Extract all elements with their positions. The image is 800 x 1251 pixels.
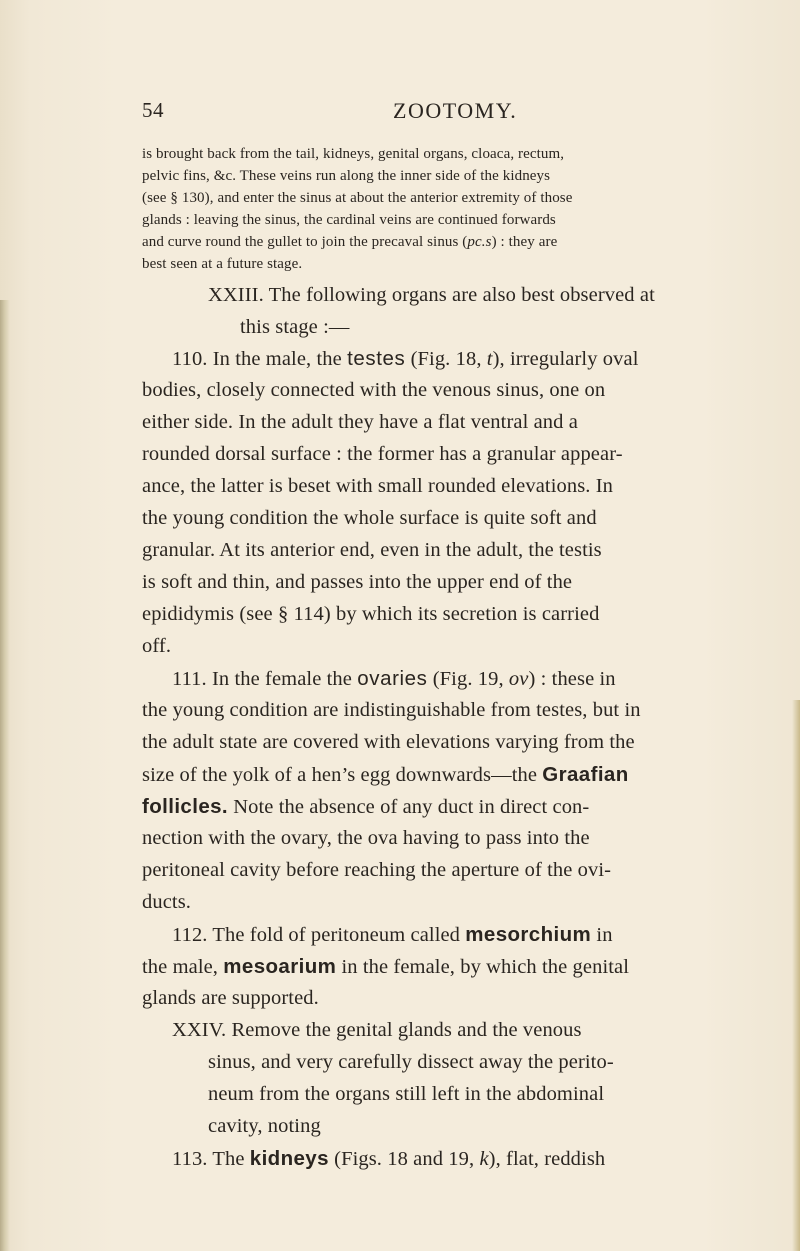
text-line: sinus, and very carefully dissect away the perito-: [208, 1051, 614, 1073]
page-number: 54: [142, 98, 164, 122]
term-mesorchium: mesorchium: [465, 923, 592, 946]
term-ovaries: ovaries: [357, 667, 428, 690]
text-line: 111. In the female the ovaries (Fig. 19, ov) : these in: [172, 667, 616, 690]
text-line: ance, the latter is beset with small rounded elevations. In: [142, 475, 613, 497]
term-mesoarium: mesoarium: [223, 955, 337, 978]
text-line: cavity, noting: [208, 1115, 321, 1137]
text-line: the adult state are covered with elevations varying from the: [142, 731, 635, 753]
text-line: glands : leaving the sinus, the cardinal veins are continued forwards: [142, 212, 556, 228]
text-line: and curve round the gullet to join the precaval sinus (pc.s) : they are: [142, 234, 558, 250]
text-line: 112. The fold of peritoneum called mesorchium in: [172, 923, 613, 946]
text-line: is soft and thin, and passes into the upper end of the: [142, 571, 573, 593]
text-line: 113. The kidneys (Figs. 18 and 19, k), flat, reddish: [172, 1147, 606, 1170]
text-line: peritoneal cavity before reaching the aperture of the ovi-: [142, 859, 612, 881]
text-line: nection with the ovary, the ova having to pass into the: [142, 827, 590, 849]
text-line: the young condition are indistinguishable from testes, but in: [142, 699, 641, 721]
text-line: glands are supported.: [142, 987, 319, 1009]
text-line: pelvic fins, &c. These veins run along the inner side of the kidneys: [142, 168, 551, 184]
text-line: is brought back from the tail, kidneys, genital organs, cloaca, rectum,: [142, 146, 565, 162]
text-line: 110. In the male, the testes (Fig. 18, t), irregularly oval: [172, 347, 639, 370]
text-line: best seen at a future stage.: [142, 256, 303, 272]
text-line: follicles. Note the absence of any duct in direct con-: [142, 795, 590, 818]
term-follicles: follicles.: [142, 795, 229, 818]
page-header: [0, 98, 800, 128]
text-line: (see § 130), and enter the sinus at about the anterior extremity of those: [142, 190, 573, 206]
text-line: size of the yolk of a hen’s egg downwards—the Graafian: [142, 763, 629, 786]
text-line: the male, mesoarium in the female, by which the genital: [142, 955, 630, 978]
text-line: this stage :—: [240, 316, 350, 338]
term-testes: testes: [347, 347, 406, 370]
text-line: either side. In the adult they have a flat ventral and a: [142, 411, 578, 433]
page-right-edge-shadow: [792, 700, 800, 1251]
term-graafian: Graafian: [542, 763, 629, 786]
text-line: rounded dorsal surface : the former has a granular appear-: [142, 443, 623, 465]
text-line: neum from the organs still left in the abdominal: [208, 1083, 605, 1105]
text-line: bodies, closely connected with the venous sinus, one on: [142, 379, 606, 401]
text-line: epididymis (see § 114) by which its secretion is carried: [142, 603, 600, 625]
text-line: XXIII. The following organs are also best observed at: [208, 284, 655, 306]
text-line: ducts.: [142, 891, 191, 913]
text-line: XXIV. Remove the genital glands and the venous: [172, 1019, 582, 1041]
page-left-edge-shadow: [0, 300, 10, 1251]
text-line: the young condition the whole surface is quite soft and: [142, 507, 597, 529]
text-line: granular. At its anterior end, even in the adult, the testis: [142, 539, 602, 561]
running-title: ZOOTOMY.: [393, 98, 518, 123]
text-line: off.: [142, 635, 172, 657]
term-kidneys: kidneys: [249, 1147, 329, 1170]
